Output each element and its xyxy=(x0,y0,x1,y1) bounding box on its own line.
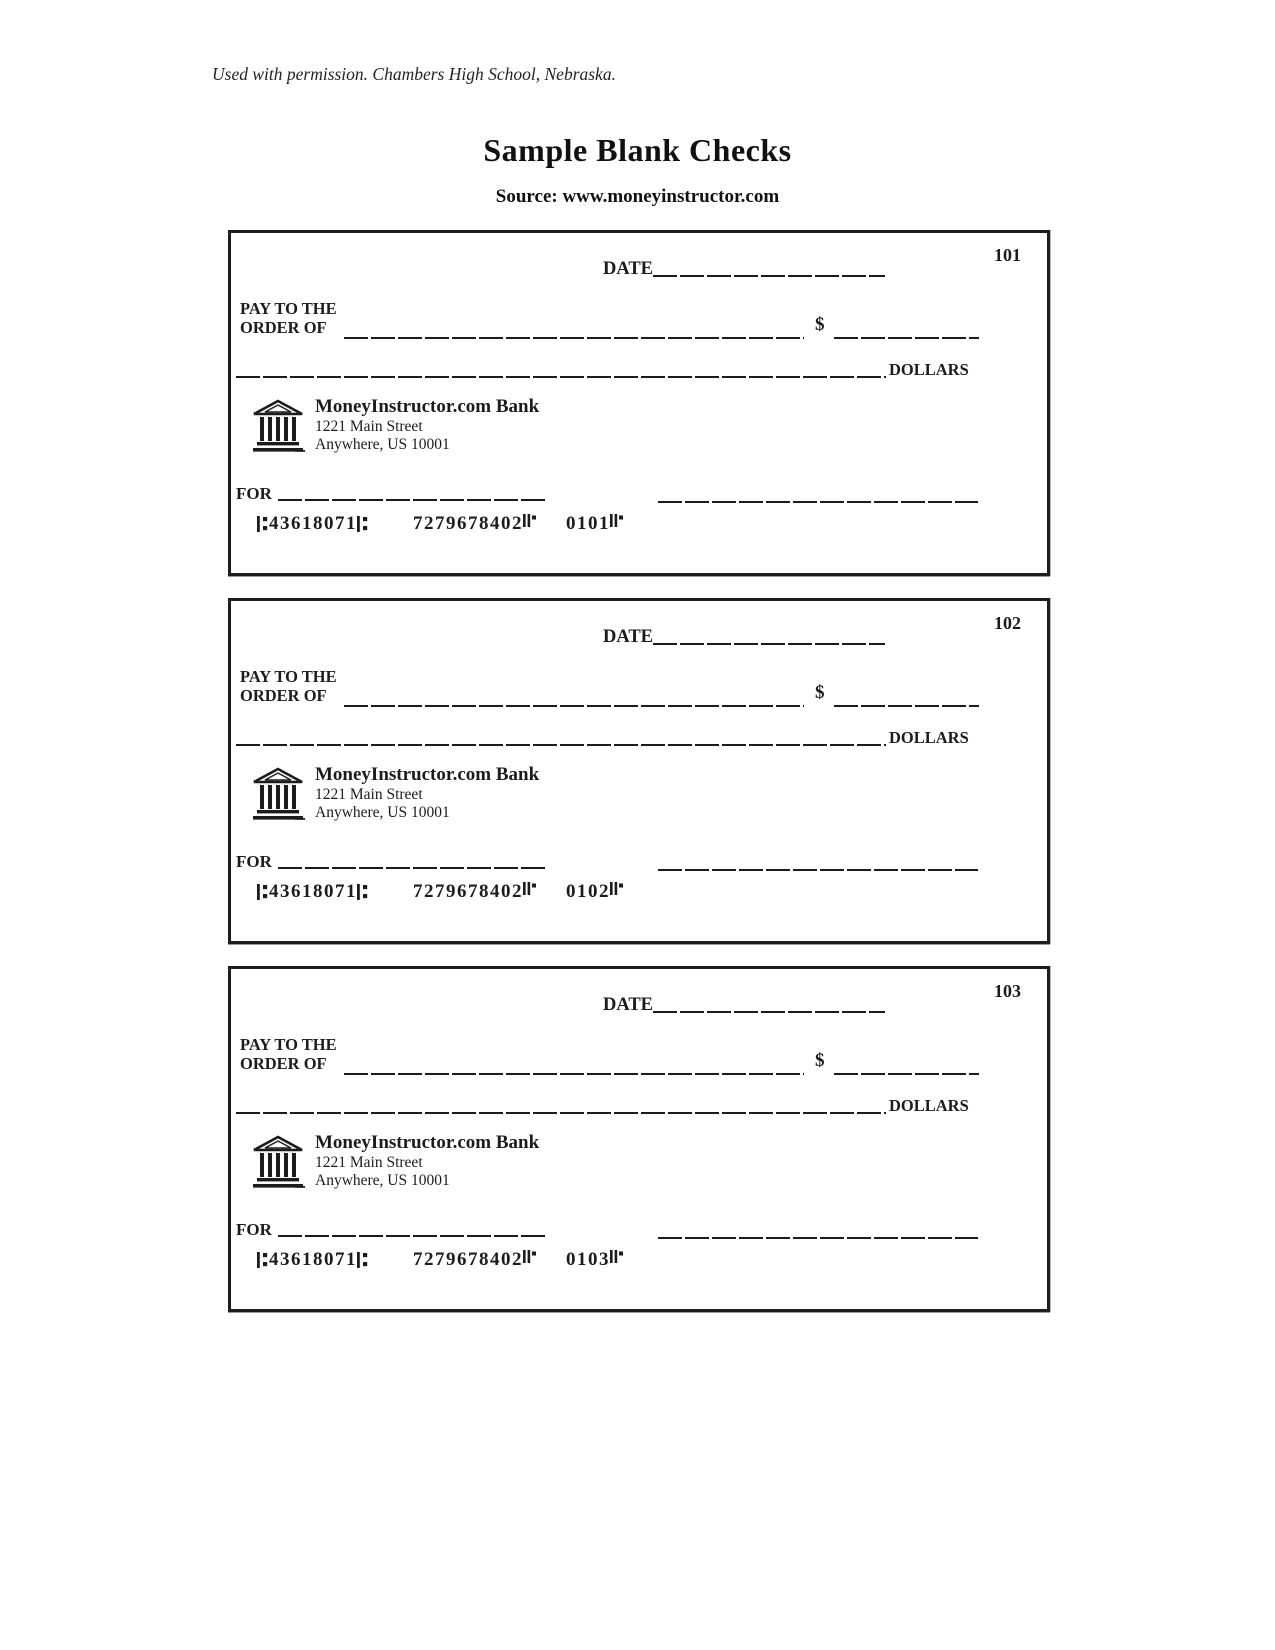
date-label: DATE xyxy=(603,259,654,279)
amount-blank-line xyxy=(834,337,979,339)
micr-transit-symbol xyxy=(257,516,269,532)
amount-words-blank-line xyxy=(236,376,886,378)
permission-note: Used with permission. Chambers High School, Nebraska. xyxy=(212,64,616,84)
micr-on-us-symbol xyxy=(523,514,536,527)
micr-on-us-symbol xyxy=(610,882,623,895)
date-label: DATE xyxy=(603,995,654,1015)
micr-routing-number: 43618071 xyxy=(269,1249,357,1270)
payee-blank-line xyxy=(344,337,804,339)
pay-to-the-order-of-label xyxy=(240,1035,337,1073)
source-line: Source: www.moneyinstructor.com xyxy=(495,186,780,207)
micr-account-number: 7279678402 xyxy=(413,1249,523,1270)
micr-line xyxy=(257,881,623,903)
check-101 xyxy=(228,230,1050,576)
pay-to-the-label: PAY TO THE xyxy=(240,299,337,318)
date-row xyxy=(603,627,885,647)
micr-line xyxy=(257,1249,623,1271)
bank-address-street: 1221 Main Street xyxy=(315,1154,423,1171)
pay-to-the-order-of-label xyxy=(240,299,337,337)
micr-account-number: 7279678402 xyxy=(413,881,523,902)
payee-blank-line xyxy=(344,705,804,707)
memo-blank-line xyxy=(278,1235,546,1237)
micr-on-us-symbol xyxy=(610,1250,623,1263)
for-label: FOR xyxy=(236,1220,272,1239)
micr-transit-symbol xyxy=(257,1252,269,1268)
check-number: 101 xyxy=(994,245,1021,265)
payee-blank-line xyxy=(344,1073,804,1075)
bank-text xyxy=(315,396,539,454)
micr-on-us-symbol xyxy=(523,1250,536,1263)
amount-blank-line xyxy=(834,705,979,707)
memo-row xyxy=(236,852,546,871)
bank-address-city: Anywhere, US 10001 xyxy=(315,1172,450,1189)
memo-row xyxy=(236,1220,546,1239)
bank-name: MoneyInstructor.com Bank xyxy=(315,1132,540,1153)
dollar-sign: $ xyxy=(815,682,825,703)
micr-line xyxy=(257,513,623,535)
micr-check-number: 0101 xyxy=(566,513,610,534)
checks-list xyxy=(228,230,1050,1334)
micr-transit-symbol xyxy=(357,1252,369,1268)
signature-blank-line xyxy=(658,869,978,871)
order-of-label: ORDER OF xyxy=(240,1054,327,1073)
dollars-label: DOLLARS xyxy=(889,1096,969,1115)
bank-address-city: Anywhere, US 10001 xyxy=(315,804,450,821)
bank-block xyxy=(251,396,539,461)
memo-row xyxy=(236,484,546,503)
dollars-label: DOLLARS xyxy=(889,360,969,379)
bank-building-icon xyxy=(251,398,305,461)
check-number: 102 xyxy=(994,613,1021,633)
amount-words-blank-line xyxy=(236,1112,886,1114)
date-row xyxy=(603,995,885,1015)
order-of-label: ORDER OF xyxy=(240,318,327,337)
bank-text xyxy=(315,764,539,822)
bank-building-icon xyxy=(251,1134,305,1197)
bank-block xyxy=(251,764,539,829)
dollars-label: DOLLARS xyxy=(889,728,969,747)
pay-to-the-label: PAY TO THE xyxy=(240,667,337,686)
signature-blank-line xyxy=(658,1237,978,1239)
micr-routing-number: 43618071 xyxy=(269,513,357,534)
bank-name: MoneyInstructor.com Bank xyxy=(315,764,540,785)
pay-to-the-order-of-label xyxy=(240,667,337,705)
micr-check-number: 0102 xyxy=(566,881,610,902)
check-102 xyxy=(228,598,1050,944)
micr-transit-symbol xyxy=(357,884,369,900)
dollar-sign: $ xyxy=(815,1050,825,1071)
memo-blank-line xyxy=(278,867,546,869)
date-blank-line xyxy=(653,275,885,277)
bank-address-street: 1221 Main Street xyxy=(315,786,423,803)
bank-address-street: 1221 Main Street xyxy=(315,418,423,435)
order-of-label: ORDER OF xyxy=(240,686,327,705)
for-label: FOR xyxy=(236,852,272,871)
micr-routing-number: 43618071 xyxy=(269,881,357,902)
pay-to-the-label: PAY TO THE xyxy=(240,1035,337,1054)
bank-block xyxy=(251,1132,539,1197)
date-row xyxy=(603,259,885,279)
micr-check-number: 0103 xyxy=(566,1249,610,1270)
date-blank-line xyxy=(653,1011,885,1013)
dollar-sign: $ xyxy=(815,314,825,335)
micr-transit-symbol xyxy=(357,516,369,532)
check-number: 103 xyxy=(994,981,1021,1001)
date-blank-line xyxy=(653,643,885,645)
bank-text xyxy=(315,1132,539,1190)
bank-building-icon xyxy=(251,766,305,829)
for-label: FOR xyxy=(236,484,272,503)
micr-on-us-symbol xyxy=(610,514,623,527)
amount-blank-line xyxy=(834,1073,979,1075)
bank-address-city: Anywhere, US 10001 xyxy=(315,436,450,453)
micr-transit-symbol xyxy=(257,884,269,900)
page-title: Sample Blank Checks xyxy=(483,132,792,168)
memo-blank-line xyxy=(278,499,546,501)
amount-words-blank-line xyxy=(236,744,886,746)
date-label: DATE xyxy=(603,627,654,647)
signature-blank-line xyxy=(658,501,978,503)
micr-on-us-symbol xyxy=(523,882,536,895)
check-103 xyxy=(228,966,1050,1312)
micr-account-number: 7279678402 xyxy=(413,513,523,534)
bank-name: MoneyInstructor.com Bank xyxy=(315,396,540,417)
